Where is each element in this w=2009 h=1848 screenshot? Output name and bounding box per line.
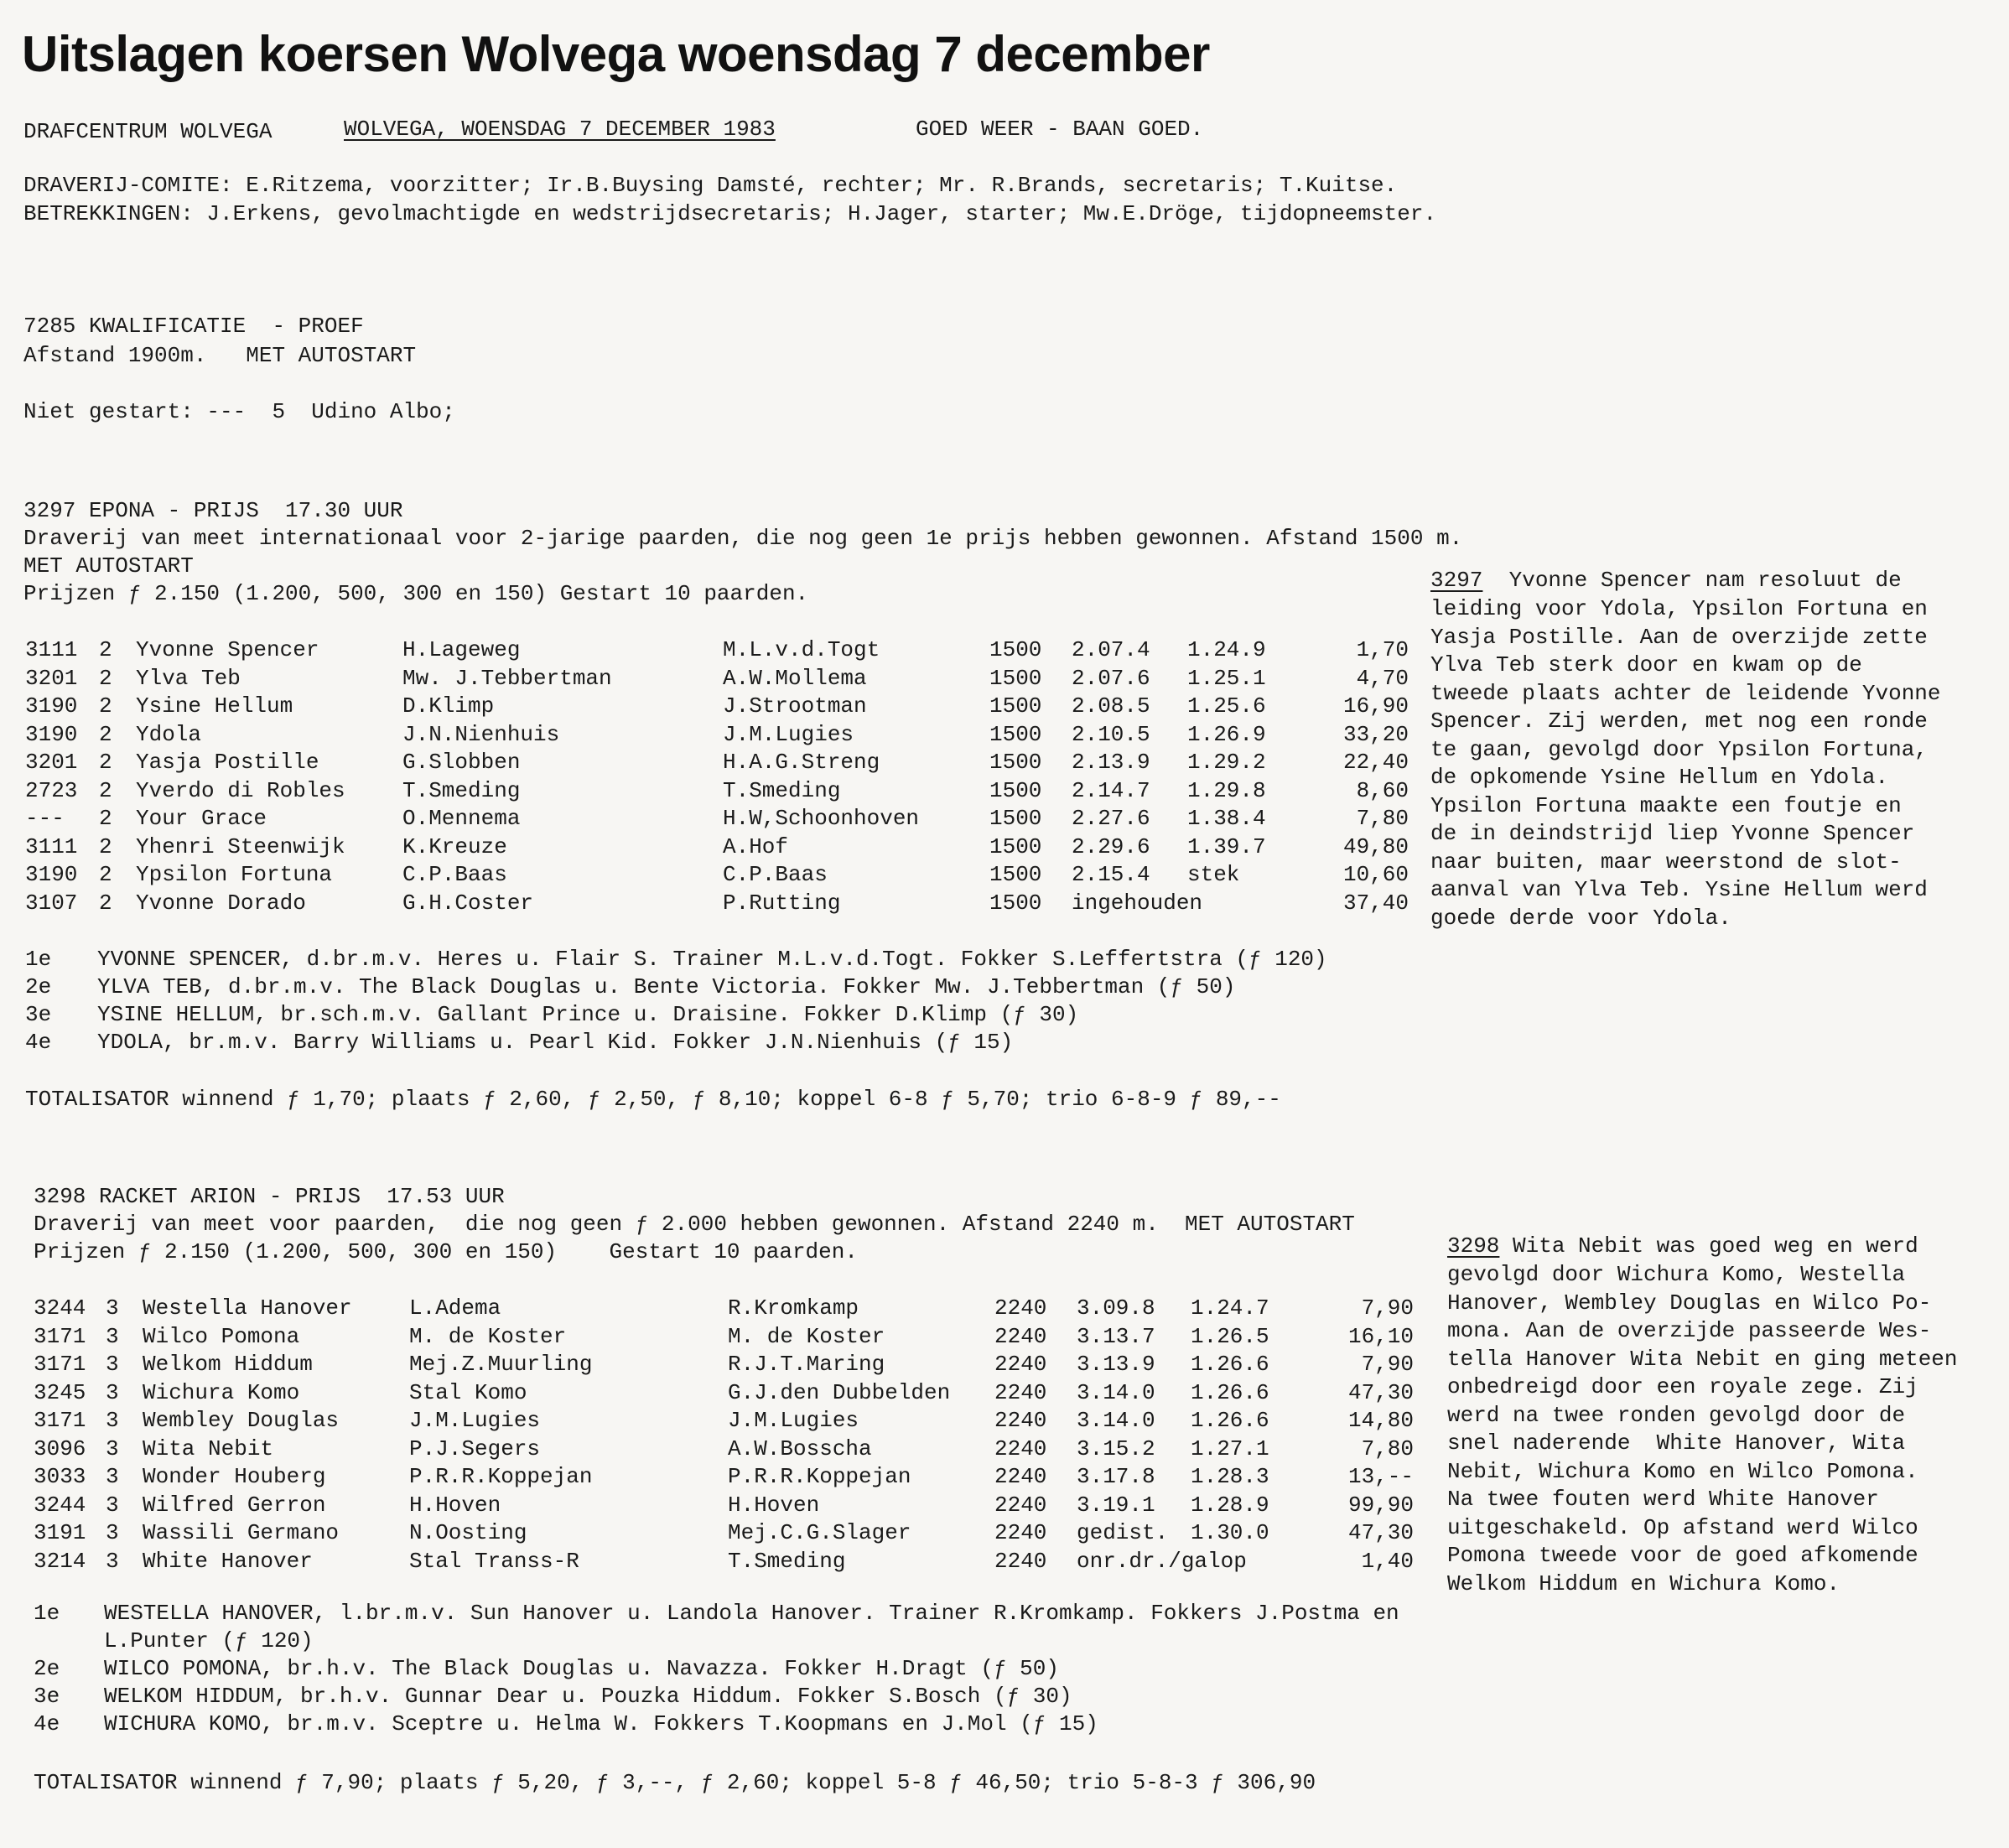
cell-distance: 1500 <box>989 890 1042 916</box>
cell-driver: K.Kreuze <box>402 833 507 859</box>
cell-owner: T.Smeding <box>728 1548 846 1574</box>
cell-entry-no: 3111 <box>25 833 78 859</box>
cell-odds: 47,30 <box>1347 1379 1414 1405</box>
commentary-line: uitgeschakeld. Op afstand werd Wilco <box>1447 1514 1918 1540</box>
cell-owner: J.M.Lugies <box>723 721 854 747</box>
cell-driver: N.Oosting <box>409 1520 527 1545</box>
race-7285-distance: Afstand 1900m. MET AUTOSTART <box>23 343 417 368</box>
cell-owner: H.Hoven <box>728 1492 820 1518</box>
race-3297-conditions: Draverij van meet internationaal voor 2-jarige paarden, die nog geen 1e prijs hebben gewonnen. Afstand 1500 m. <box>23 526 1463 551</box>
race-3297-autostart: MET AUTOSTART <box>23 553 194 579</box>
cell-driver: G.Slobben <box>402 750 521 775</box>
race-7285-scratched: Niet gestart: --- 5 Udino Albo; <box>23 399 455 424</box>
cell-driver: P.J.Segers <box>409 1435 541 1461</box>
cell-age: 2 <box>99 750 112 775</box>
cell-time: 3.17.8 <box>1077 1464 1155 1489</box>
cell-horse: Wassili Germano <box>143 1520 340 1545</box>
race-3297-commentary-id: 3297 <box>1430 568 1483 593</box>
race-3298-commentary-lead: Wita Nebit was goed weg en werd <box>1499 1233 1918 1259</box>
cell-km-time: 1.27.1 <box>1191 1435 1269 1461</box>
cell-odds: 7,80 <box>1356 806 1409 831</box>
cell-horse: Wembley Douglas <box>143 1408 340 1433</box>
race-3298-commentary-id: 3298 <box>1447 1233 1500 1259</box>
cell-odds: 8,60 <box>1356 777 1409 803</box>
cell-age: 2 <box>99 665 112 691</box>
cell-owner: G.J.den Dubbelden <box>728 1379 951 1405</box>
cell-time: onr.dr./galop <box>1077 1548 1247 1574</box>
cell-odds: 47,30 <box>1347 1520 1414 1545</box>
cell-horse: Westella Hanover <box>143 1295 352 1321</box>
cell-km-time: 1.26.6 <box>1191 1379 1269 1405</box>
cell-age: 3 <box>106 1464 119 1489</box>
cell-time: 2.08.5 <box>1072 693 1150 719</box>
cell-odds: 16,90 <box>1342 693 1409 719</box>
cell-odds: 1,40 <box>1361 1548 1414 1574</box>
placing-text: WELKOM HIDDUM, br.h.v. Gunnar Dear u. Pouzka Hiddum. Fokker S.Bosch (ƒ 30) <box>104 1684 1072 1709</box>
cell-horse: White Hanover <box>143 1548 313 1574</box>
cell-odds: 4,70 <box>1356 665 1409 691</box>
cell-time: gedist. <box>1077 1520 1169 1545</box>
placing-text: YVONNE SPENCER, d.br.m.v. Heres u. Flair S. Trainer M.L.v.d.Togt. Fokker S.Leffertstra (ƒ 120) <box>97 947 1327 972</box>
cell-driver: Stal Komo <box>409 1379 527 1405</box>
cell-horse: Wita Nebit <box>143 1435 274 1461</box>
cell-odds: 37,40 <box>1342 890 1409 916</box>
cell-horse: Welkom Hiddum <box>143 1352 313 1377</box>
cell-time: 2.29.6 <box>1072 833 1150 859</box>
placing-rank: 1e <box>34 1601 60 1626</box>
commentary-line: naar buiten, maar weerstond de slot- <box>1430 849 1902 875</box>
cell-entry-no: 3214 <box>34 1548 86 1574</box>
cell-time: 3.13.7 <box>1077 1323 1155 1349</box>
cell-odds: 14,80 <box>1347 1408 1414 1433</box>
cell-driver: L.Adema <box>409 1295 501 1321</box>
cell-age: 3 <box>106 1548 119 1574</box>
cell-age: 2 <box>99 833 112 859</box>
cell-distance: 2240 <box>994 1464 1047 1489</box>
cell-distance: 2240 <box>994 1548 1047 1574</box>
cell-odds: 33,20 <box>1342 721 1409 747</box>
cell-km-time: 1.28.9 <box>1191 1492 1269 1518</box>
cell-horse: Wilfred Gerron <box>143 1492 326 1518</box>
cell-owner: J.M.Lugies <box>728 1408 859 1433</box>
commentary-line: tweede plaats achter de leidende Yvonne <box>1430 680 1941 706</box>
placing-text: L.Punter (ƒ 120) <box>104 1628 314 1653</box>
cell-distance: 1500 <box>989 750 1042 775</box>
cell-entry-no: 3201 <box>25 750 78 775</box>
cell-entry-no: 3190 <box>25 721 78 747</box>
cell-km-time: 1.26.6 <box>1191 1352 1269 1377</box>
cell-distance: 1500 <box>989 637 1042 662</box>
cell-horse: Yverdo di Robles <box>136 777 345 803</box>
race-3297-commentary-lead: Yvonne Spencer nam resoluut de <box>1482 568 1902 593</box>
commentary-line: leiding voor Ydola, Ypsilon Fortuna en <box>1430 596 1928 621</box>
commentary-line: de opkomende Ysine Hellum en Ydola. <box>1430 765 1889 790</box>
commentary-line: gevolgd door Wichura Komo, Westella <box>1447 1262 1906 1287</box>
cell-time: 3.15.2 <box>1077 1435 1155 1461</box>
cell-owner: H.W,Schoonhoven <box>723 806 920 831</box>
cell-entry-no: 3201 <box>25 665 78 691</box>
cell-distance: 2240 <box>994 1520 1047 1545</box>
cell-owner: P.R.R.Koppejan <box>728 1464 911 1489</box>
race-3298-totalisator: TOTALISATOR winnend ƒ 7,90; plaats ƒ 5,20, ƒ 3,--, ƒ 2,60; koppel 5-8 ƒ 46,50; trio 5-8-3 ƒ 306,90 <box>34 1770 1316 1795</box>
commentary-line: Yasja Postille. Aan de overzijde zette <box>1430 624 1928 650</box>
placing-rank: 4e <box>34 1711 60 1736</box>
placing-rank: 3e <box>34 1684 60 1709</box>
cell-owner: M.L.v.d.Togt <box>723 637 880 662</box>
cell-age: 2 <box>99 777 112 803</box>
cell-age: 3 <box>106 1323 119 1349</box>
commentary-line: tella Hanover Wita Nebit en ging meteen <box>1447 1346 1958 1372</box>
commentary-line: Nebit, Wichura Komo en Wilco Pomona. <box>1447 1458 1918 1484</box>
cell-horse: Yasja Postille <box>136 750 319 775</box>
race-3297-commentary <box>1430 595 1941 932</box>
cell-driver: J.N.Nienhuis <box>402 721 560 747</box>
race-3297-totalisator: TOTALISATOR winnend ƒ 1,70; plaats ƒ 2,60, ƒ 2,50, ƒ 8,10; koppel 6-8 ƒ 5,70; trio 6-8-9 ƒ 89,-- <box>25 1087 1281 1112</box>
committee-line: DRAVERIJ-COMITE: E.Ritzema, voorzitter; Ir.B.Buysing Damsté, rechter; Mr. R.Brands, secretaris; T.Kuitse. <box>23 173 1398 198</box>
cell-driver: G.H.Coster <box>402 890 534 916</box>
commentary-line: snel naderende White Hanover, Wita <box>1447 1430 1906 1456</box>
cell-time: 2.27.6 <box>1072 806 1150 831</box>
cell-age: 3 <box>106 1295 119 1321</box>
cell-horse: Ysine Hellum <box>136 693 293 719</box>
cell-horse: Wichura Komo <box>143 1379 300 1405</box>
cell-entry-no: --- <box>25 806 65 831</box>
cell-km-time: 1.29.8 <box>1187 777 1266 803</box>
race-3298-commentary-first <box>1447 1233 1918 1261</box>
cell-odds: 99,90 <box>1347 1492 1414 1518</box>
cell-time: 3.19.1 <box>1077 1492 1155 1518</box>
cell-km-time: 1.26.9 <box>1187 721 1266 747</box>
cell-horse: Wonder Houberg <box>143 1464 326 1489</box>
cell-km-time: 1.24.7 <box>1191 1295 1269 1321</box>
placing-text: WICHURA KOMO, br.m.v. Sceptre u. Helma W. Fokkers T.Koopmans en J.Mol (ƒ 15) <box>104 1711 1098 1736</box>
cell-km-time: 1.24.9 <box>1187 637 1266 662</box>
cell-age: 3 <box>106 1408 119 1433</box>
cell-time: 2.15.4 <box>1072 862 1150 887</box>
cell-owner: T.Smeding <box>723 777 841 803</box>
placing-text: WESTELLA HANOVER, l.br.m.v. Sun Hanover u. Landola Hanover. Trainer R.Kromkamp. Fokkers J.Postma en <box>104 1601 1399 1626</box>
cell-owner: P.Rutting <box>723 890 841 916</box>
cell-entry-no: 3033 <box>34 1464 86 1489</box>
cell-km-time: 1.38.4 <box>1187 806 1266 831</box>
cell-age: 3 <box>106 1352 119 1377</box>
cell-driver: J.M.Lugies <box>409 1408 541 1433</box>
cell-distance: 1500 <box>989 833 1042 859</box>
commentary-line: Hanover, Wembley Douglas en Wilco Po- <box>1447 1290 1932 1316</box>
cell-driver: C.P.Baas <box>402 862 507 887</box>
cell-km-time: stek <box>1187 862 1240 887</box>
cell-distance: 2240 <box>994 1408 1047 1433</box>
cell-km-time: 1.39.7 <box>1187 833 1266 859</box>
placing-rank: 3e <box>25 1002 52 1027</box>
cell-distance: 1500 <box>989 721 1042 747</box>
meeting-date: WOLVEGA, WOENSDAG 7 DECEMBER 1983 <box>344 117 776 142</box>
race-3298-conditions: Draverij van meet voor paarden, die nog geen ƒ 2.000 hebben gewonnen. Afstand 2240 m. MET AUTOSTART <box>34 1212 1355 1237</box>
cell-odds: 7,80 <box>1361 1435 1414 1461</box>
cell-driver: O.Mennema <box>402 806 521 831</box>
race-3297-title: 3297 EPONA - PRIJS 17.30 UUR <box>23 498 403 523</box>
cell-km-time: 1.30.0 <box>1191 1520 1269 1545</box>
placing-text: WILCO POMONA, br.h.v. The Black Douglas u. Navazza. Fokker H.Dragt (ƒ 50) <box>104 1656 1059 1681</box>
cell-km-time: 1.29.2 <box>1187 750 1266 775</box>
commentary-line: werd na twee ronden gevolgd door de <box>1447 1402 1906 1428</box>
commentary-line: Ypsilon Fortuna maakte een foutje en <box>1430 792 1902 818</box>
race-3297-commentary-first <box>1430 567 1902 595</box>
cell-driver: P.R.R.Koppejan <box>409 1464 593 1489</box>
cell-distance: 2240 <box>994 1323 1047 1349</box>
cell-age: 2 <box>99 721 112 747</box>
cell-odds: 7,90 <box>1361 1352 1414 1377</box>
cell-owner: M. de Koster <box>728 1323 885 1349</box>
cell-age: 2 <box>99 693 112 719</box>
commentary-line: Pomona tweede voor de goed afkomende <box>1447 1543 1918 1568</box>
cell-age: 2 <box>99 862 112 887</box>
page-title: Uitslagen koersen Wolvega woensdag 7 december <box>22 26 1210 82</box>
cell-age: 3 <box>106 1435 119 1461</box>
commentary-line: Ylva Teb sterk door en kwam op de <box>1430 652 1862 677</box>
cell-distance: 1500 <box>989 806 1042 831</box>
race-3298-commentary <box>1447 1261 1958 1598</box>
cell-owner: A.W.Bosscha <box>728 1435 872 1461</box>
cell-driver: Mej.Z.Muurling <box>409 1352 593 1377</box>
cell-driver: H.Hoven <box>409 1492 501 1518</box>
cell-owner: A.Hof <box>723 833 789 859</box>
cell-entry-no: 3096 <box>34 1435 86 1461</box>
cell-entry-no: 3171 <box>34 1323 86 1349</box>
cell-distance: 1500 <box>989 693 1042 719</box>
cell-entry-no: 3244 <box>34 1492 86 1518</box>
cell-time: 3.09.8 <box>1077 1295 1155 1321</box>
commentary-line: de in deindstrijd liep Yvonne Spencer <box>1430 821 1915 846</box>
cell-entry-no: 3111 <box>25 637 78 662</box>
cell-time: 2.07.6 <box>1072 665 1150 691</box>
cell-distance: 1500 <box>989 862 1042 887</box>
commentary-line: te gaan, gevolgd door Ypsilon Fortuna, <box>1430 736 1928 762</box>
placing-rank: 2e <box>34 1656 60 1681</box>
cell-time: 2.14.7 <box>1072 777 1150 803</box>
cell-time: 2.07.4 <box>1072 637 1150 662</box>
placing-text: YDOLA, br.m.v. Barry Williams u. Pearl Kid. Fokker J.N.Nienhuis (ƒ 15) <box>97 1030 1014 1055</box>
org-name: DRAFCENTRUM WOLVEGA <box>23 119 273 144</box>
cell-driver: M. de Koster <box>409 1323 567 1349</box>
cell-driver: D.Klimp <box>402 693 495 719</box>
cell-odds: 16,10 <box>1347 1323 1414 1349</box>
cell-owner: H.A.G.Streng <box>723 750 880 775</box>
cell-km-time: 1.26.5 <box>1191 1323 1269 1349</box>
weather-conditions: GOED WEER - BAAN GOED. <box>916 117 1204 142</box>
cell-time: 2.13.9 <box>1072 750 1150 775</box>
cell-horse: Yvonne Spencer <box>136 637 319 662</box>
cell-horse: Your Grace <box>136 806 267 831</box>
race-7285-title: 7285 KWALIFICATIE - PROEF <box>23 314 364 339</box>
cell-km-time: 1.25.6 <box>1187 693 1266 719</box>
commentary-line: Welkom Hiddum en Wichura Komo. <box>1447 1570 1840 1596</box>
cell-owner: A.W.Mollema <box>723 665 867 691</box>
cell-km-time: 1.26.6 <box>1191 1408 1269 1433</box>
cell-km-time: 1.28.3 <box>1191 1464 1269 1489</box>
cell-time: 2.10.5 <box>1072 721 1150 747</box>
commentary-line: mona. Aan de overzijde passeerde Wes- <box>1447 1318 1932 1343</box>
cell-age: 2 <box>99 806 112 831</box>
cell-odds: 13,-- <box>1347 1464 1414 1489</box>
cell-km-time: 1.25.1 <box>1187 665 1266 691</box>
cell-time: ingehouden <box>1072 890 1203 916</box>
cell-entry-no: 2723 <box>25 777 78 803</box>
cell-driver: T.Smeding <box>402 777 521 803</box>
cell-entry-no: 3190 <box>25 862 78 887</box>
cell-entry-no: 3245 <box>34 1379 86 1405</box>
cell-entry-no: 3191 <box>34 1520 86 1545</box>
cell-odds: 22,40 <box>1342 750 1409 775</box>
cell-entry-no: 3171 <box>34 1352 86 1377</box>
cell-horse: Wilco Pomona <box>143 1323 300 1349</box>
cell-distance: 1500 <box>989 665 1042 691</box>
commentary-line: Na twee fouten werd White Hanover <box>1447 1487 1879 1512</box>
cell-odds: 49,80 <box>1342 833 1409 859</box>
cell-owner: Mej.C.G.Slager <box>728 1520 911 1545</box>
placing-rank: 2e <box>25 974 52 999</box>
cell-distance: 2240 <box>994 1295 1047 1321</box>
cell-owner: R.J.T.Maring <box>728 1352 885 1377</box>
cell-driver: H.Lageweg <box>402 637 521 662</box>
placing-rank: 4e <box>25 1030 52 1055</box>
cell-horse: Yvonne Dorado <box>136 890 306 916</box>
commentary-line: Spencer. Zij werden, met nog een ronde <box>1430 709 1928 734</box>
cell-distance: 2240 <box>994 1379 1047 1405</box>
cell-owner: C.P.Baas <box>723 862 828 887</box>
commentary-line: goede derde voor Ydola. <box>1430 905 1731 931</box>
cell-driver: Stal Transs-R <box>409 1548 579 1574</box>
cell-odds: 7,90 <box>1361 1295 1414 1321</box>
cell-odds: 10,60 <box>1342 862 1409 887</box>
cell-odds: 1,70 <box>1356 637 1409 662</box>
cell-entry-no: 3244 <box>34 1295 86 1321</box>
placing-rank: 1e <box>25 947 52 972</box>
cell-entry-no: 3107 <box>25 890 78 916</box>
cell-distance: 2240 <box>994 1352 1047 1377</box>
cell-horse: Yhenri Steenwijk <box>136 833 345 859</box>
cell-time: 3.13.9 <box>1077 1352 1155 1377</box>
cell-owner: J.Strootman <box>723 693 867 719</box>
race-3298-prizes: Prijzen ƒ 2.150 (1.200, 500, 300 en 150) Gestart 10 paarden. <box>34 1239 858 1264</box>
cell-age: 3 <box>106 1520 119 1545</box>
commentary-line: onbedreigd door een royale zege. Zij <box>1447 1374 1918 1399</box>
cell-horse: Ypsilon Fortuna <box>136 862 333 887</box>
cell-owner: R.Kromkamp <box>728 1295 859 1321</box>
cell-distance: 2240 <box>994 1435 1047 1461</box>
cell-time: 3.14.0 <box>1077 1379 1155 1405</box>
officials-line: BETREKKINGEN: J.Erkens, gevolmachtigde en wedstrijdsecretaris; H.Jager, starter; Mw.E.Dröge, tijdopneemster. <box>23 201 1437 226</box>
placing-text: YSINE HELLUM, br.sch.m.v. Gallant Prince u. Draisine. Fokker D.Klimp (ƒ 30) <box>97 1002 1079 1027</box>
cell-distance: 1500 <box>989 777 1042 803</box>
race-3297-prizes: Prijzen ƒ 2.150 (1.200, 500, 300 en 150) Gestart 10 paarden. <box>23 581 809 606</box>
cell-horse: Ylva Teb <box>136 665 241 691</box>
commentary-line: aanval van Ylva Teb. Ysine Hellum werd <box>1430 877 1928 902</box>
cell-age: 2 <box>99 637 112 662</box>
race-3298-title: 3298 RACKET ARION - PRIJS 17.53 UUR <box>34 1184 505 1209</box>
cell-age: 3 <box>106 1492 119 1518</box>
cell-entry-no: 3171 <box>34 1408 86 1433</box>
cell-distance: 2240 <box>994 1492 1047 1518</box>
cell-age: 3 <box>106 1379 119 1405</box>
cell-time: 3.14.0 <box>1077 1408 1155 1433</box>
placing-text: YLVA TEB, d.br.m.v. The Black Douglas u. Bente Victoria. Fokker Mw. J.Tebbertman (ƒ 50) <box>97 974 1236 999</box>
cell-driver: Mw. J.Tebbertman <box>402 665 612 691</box>
cell-horse: Ydola <box>136 721 202 747</box>
cell-entry-no: 3190 <box>25 693 78 719</box>
cell-age: 2 <box>99 890 112 916</box>
